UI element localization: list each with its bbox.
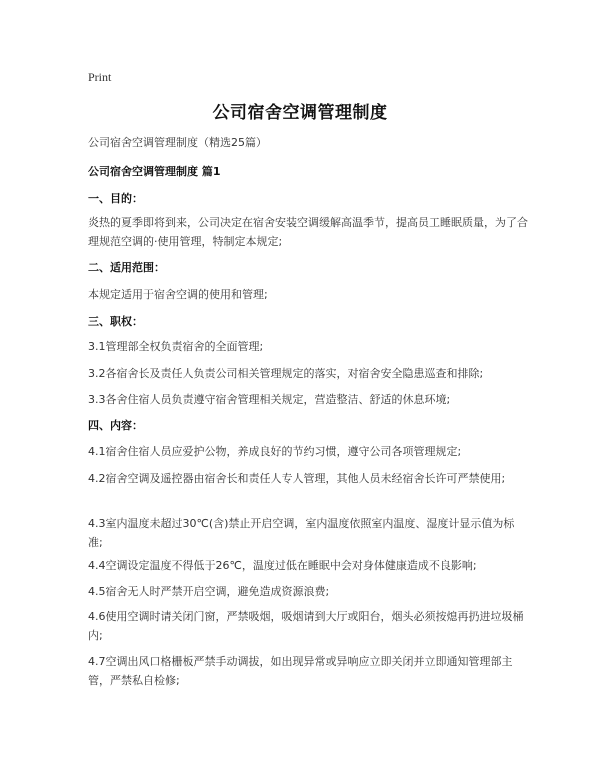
paragraph-4-2: 4.2宿舍空调及遥控器由宿舍长和责任人专人管理，其他人员未经宿舍长许可严禁使用; xyxy=(88,472,506,485)
paragraph-3-3: 3.3各舍住宿人员负责遵守宿舍管理相关规定，营造整洁、舒适的休息环境; xyxy=(88,393,451,406)
section-heading-scope: 二、适用范围： xyxy=(88,261,165,274)
document-title: 公司宿舍空调管理制度 xyxy=(212,103,388,123)
paragraph-4-1: 4.1宿舍住宿人员应爱护公物，养成良好的节约习惯，遵守公司各项管理规定; xyxy=(88,445,462,458)
section-heading-purpose: 一、目的： xyxy=(88,192,143,205)
paragraph-4-5: 4.5宿舍无人时严禁开启空调，避免造成资源浪费; xyxy=(88,585,330,598)
paragraph-purpose: 炎热的夏季即将到来，公司决定在宿舍安装空调缓解高温季节，提高员工睡眠质量，为了合理规范空调的·使用管理，特制定本规定; xyxy=(88,216,528,248)
section-heading-authority: 三、职权： xyxy=(88,315,143,328)
paragraph-scope: 本规定适用于宿舍空调的使用和管理; xyxy=(88,288,268,301)
paragraph-4-3: 4.3室内温度未超过30℃(含)禁止开启空调，室内温度依照室内温度、湿度计显示值为标准; xyxy=(88,517,515,549)
paragraph-3-2: 3.2各宿舍长及责任人负责公司相关管理规定的落实，对宿舍安全隐患巡查和排除; xyxy=(88,367,484,380)
print-link[interactable]: Print xyxy=(88,70,112,84)
document-subtitle: 公司宿舍空调管理制度（精选25篇） xyxy=(88,136,267,149)
paragraph-3-1: 3.1管理部全权负责宿舍的全面管理; xyxy=(88,340,264,353)
paragraph-4-7: 4.7空调出风口格栅板严禁手动调拔，如出现异常或异响应立即关闭并立即通知管理部主管，严禁私自检修; xyxy=(88,655,513,687)
part-heading: 公司宿舍空调管理制度 篇1 xyxy=(88,165,221,178)
section-heading-content: 四、内容： xyxy=(88,419,143,432)
paragraph-4-4: 4.4空调设定温度不得低于26℃，温度过低在睡眠中会对身体健康造成不良影响; xyxy=(88,559,477,572)
paragraph-4-6: 4.6使用空调时请关闭门窗，严禁吸烟，吸烟请到大厅或阳台，烟头必须按熄再扔进垃圾桶内; xyxy=(88,610,524,642)
